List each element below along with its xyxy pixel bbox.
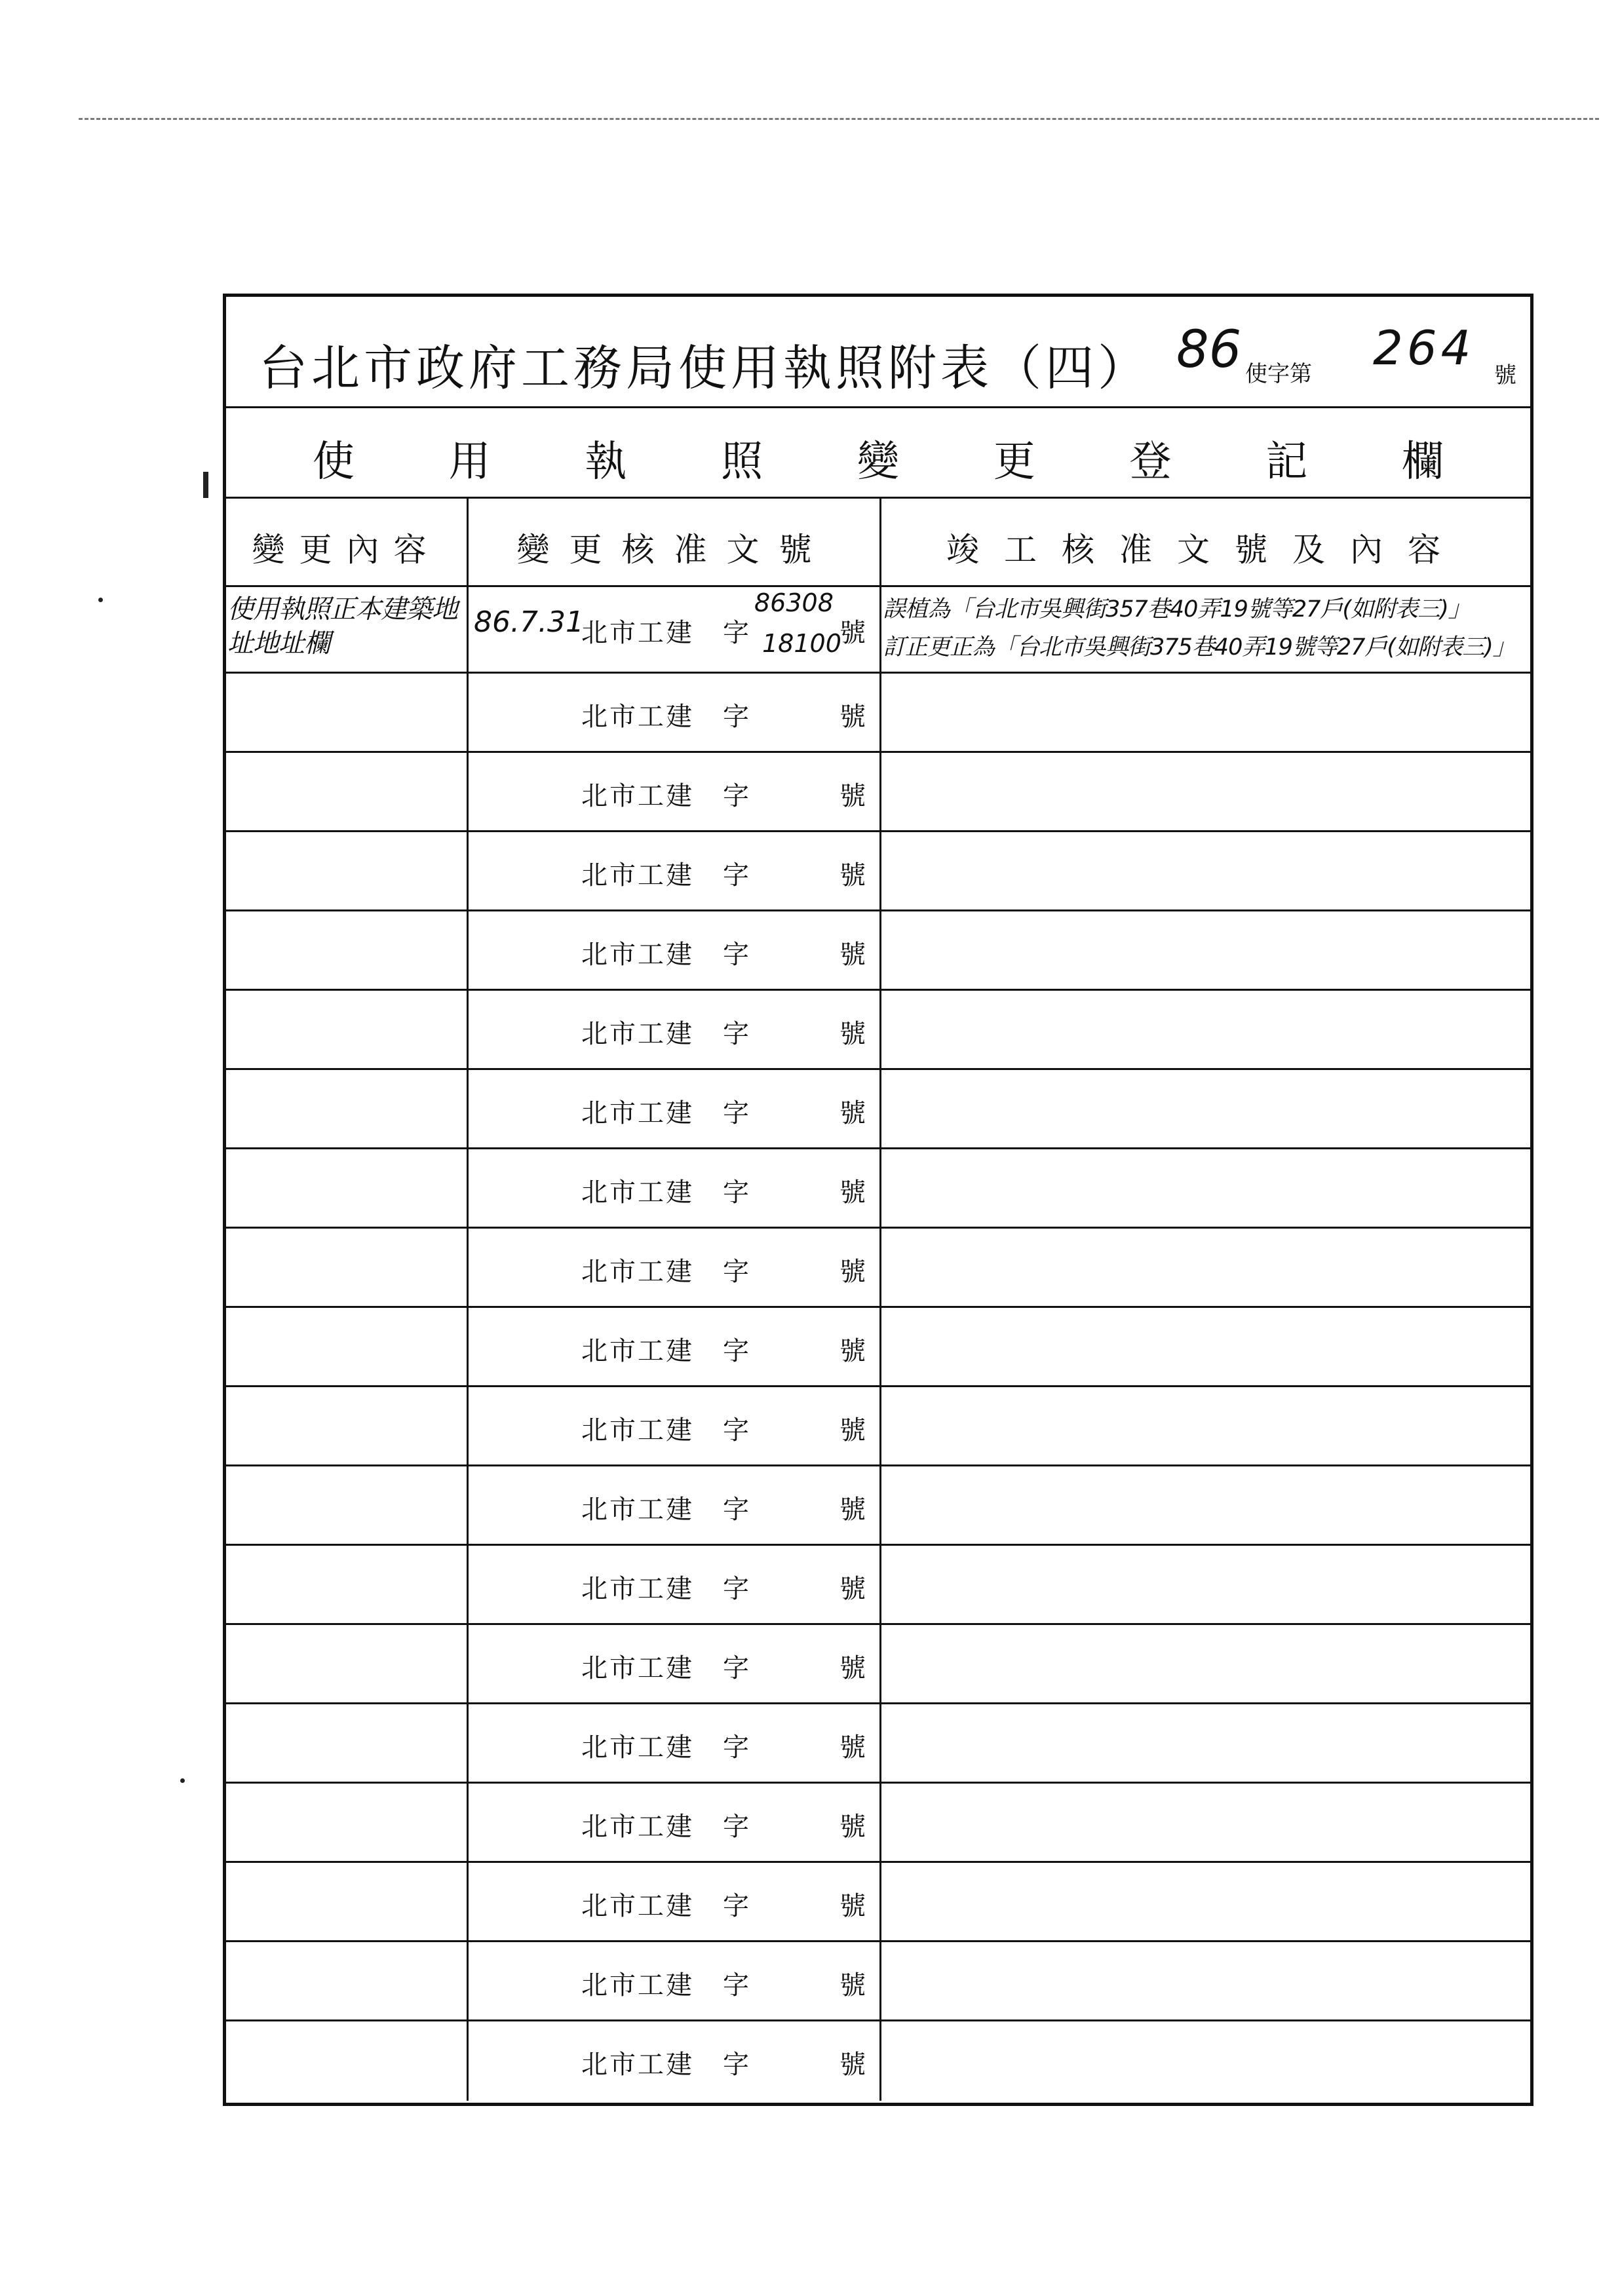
approval-ref-cell[interactable] xyxy=(469,911,881,989)
ref-hao: 號 xyxy=(839,1653,866,1683)
table-row xyxy=(226,1387,1530,1466)
ref-zi: 字 xyxy=(723,1019,749,1049)
ref-zi: 字 xyxy=(723,1653,749,1683)
change-content-cell[interactable] xyxy=(226,753,469,830)
ref-prefix: 北市工建 xyxy=(581,1812,694,1842)
completion-cell[interactable] xyxy=(881,1784,1530,1861)
table-row xyxy=(226,1784,1530,1863)
completion-cell[interactable] xyxy=(881,1625,1530,1702)
table-row xyxy=(226,674,1530,753)
section-title-char: 記 xyxy=(1265,438,1308,486)
change-content-cell[interactable] xyxy=(226,911,469,989)
ref-zi: 字 xyxy=(723,1495,749,1525)
change-content-cell[interactable] xyxy=(226,1863,469,1940)
section-title-char: 更 xyxy=(993,438,1035,486)
table-row xyxy=(226,1070,1530,1149)
change-content-cell[interactable] xyxy=(226,1704,469,1782)
ref-hao: 號 xyxy=(839,1574,866,1604)
ref-hao: 號 xyxy=(839,781,866,811)
change-content-cell[interactable] xyxy=(226,1308,469,1385)
entry-completion-cell xyxy=(881,587,1530,672)
approval-ref-cell[interactable] xyxy=(469,1466,881,1544)
table-row xyxy=(226,911,1530,991)
header-completion: 竣工核准文號及內容 xyxy=(946,531,1465,569)
table-row xyxy=(226,832,1530,911)
doc-year: 86 xyxy=(1176,320,1242,379)
form-title-row xyxy=(226,297,1530,408)
ref-hao: 號 xyxy=(839,1812,866,1842)
completion-cell[interactable] xyxy=(881,1942,1530,2019)
ref-hao: 號 xyxy=(839,940,866,970)
ref-prefix: 北市工建 xyxy=(581,860,694,890)
ref-prefix: 北市工建 xyxy=(581,618,694,648)
ref-zi: 字 xyxy=(723,1098,749,1128)
ref-hao: 號 xyxy=(839,1019,866,1049)
completion-cell[interactable] xyxy=(881,911,1530,989)
header-completion-cell xyxy=(881,499,1530,585)
completion-cell[interactable] xyxy=(881,832,1530,909)
completion-cell[interactable] xyxy=(881,1308,1530,1385)
approval-ref-cell[interactable] xyxy=(469,1625,881,1702)
table-row xyxy=(226,1863,1530,1942)
change-content-cell[interactable] xyxy=(226,1942,469,2019)
completion-cell[interactable] xyxy=(881,1704,1530,1782)
ref-zi: 字 xyxy=(723,2050,749,2080)
table-row xyxy=(226,753,1530,832)
completion-cell[interactable] xyxy=(881,1863,1530,1940)
table-row xyxy=(226,2021,1530,2101)
scan-speck xyxy=(98,598,103,602)
ref-zi: 字 xyxy=(723,1574,749,1604)
approval-ref-cell[interactable] xyxy=(469,1149,881,1227)
approval-ref-cell[interactable] xyxy=(469,2021,881,2101)
header-approval-ref-cell xyxy=(469,499,881,585)
change-content-cell[interactable] xyxy=(226,1546,469,1623)
approval-ref-cell[interactable] xyxy=(469,753,881,830)
change-content-cell[interactable] xyxy=(226,832,469,909)
entry-completion-line1: 誤植為「台北市吳興街357巷40弄19號等27戶(如附表三)」 xyxy=(883,596,1471,622)
ref-zi: 字 xyxy=(723,860,749,890)
entry-completion-line2: 訂正更正為「台北市吳興街375巷40弄19號等27戶(如附表三)」 xyxy=(883,634,1515,660)
completion-cell[interactable] xyxy=(881,1387,1530,1464)
ref-prefix: 北市工建 xyxy=(581,1732,694,1763)
ref-hao: 號 xyxy=(839,2050,866,2080)
completion-cell[interactable] xyxy=(881,1149,1530,1227)
change-content-cell[interactable] xyxy=(226,1387,469,1464)
change-content-cell[interactable] xyxy=(226,991,469,1068)
ref-prefix: 北市工建 xyxy=(581,1177,694,1208)
header-change-content-cell xyxy=(226,499,469,585)
doc-label: 使字第 xyxy=(1245,361,1312,387)
ref-hao: 號 xyxy=(839,1732,866,1763)
approval-ref-cell[interactable] xyxy=(469,1704,881,1782)
ref-zi: 字 xyxy=(723,1732,749,1763)
ref-zi: 字 xyxy=(723,1812,749,1842)
approval-ref-cell[interactable] xyxy=(469,1863,881,1940)
ref-hao: 號 xyxy=(839,702,866,732)
ref-hao: 號 xyxy=(839,618,866,648)
section-title-char: 執 xyxy=(585,438,627,486)
approval-ref-cell[interactable] xyxy=(469,1229,881,1306)
ref-hao: 號 xyxy=(839,1336,866,1366)
ref-prefix: 北市工建 xyxy=(581,1098,694,1128)
ref-prefix: 北市工建 xyxy=(581,1653,694,1683)
ref-prefix: 北市工建 xyxy=(581,702,694,732)
table-row xyxy=(226,1704,1530,1784)
section-title-char: 欄 xyxy=(1402,438,1444,486)
entry-number-bottom: 18100 xyxy=(762,629,841,658)
change-content-cell[interactable] xyxy=(226,1070,469,1147)
ref-zi: 字 xyxy=(723,940,749,970)
ref-zi: 字 xyxy=(723,618,749,648)
change-content-cell[interactable] xyxy=(226,1229,469,1306)
section-title-char: 變 xyxy=(857,438,899,486)
table-row xyxy=(226,1546,1530,1625)
change-content-cell[interactable] xyxy=(226,1149,469,1227)
completion-cell[interactable] xyxy=(881,1546,1530,1623)
ref-prefix: 北市工建 xyxy=(581,1574,694,1604)
approval-ref-cell[interactable] xyxy=(469,674,881,751)
completion-cell[interactable] xyxy=(881,1070,1530,1147)
table-row xyxy=(226,1625,1530,1704)
form-title: 台北市政府工務局使用執照附表（四） xyxy=(259,340,1150,396)
section-title-char: 登 xyxy=(1129,438,1172,486)
scan-speck xyxy=(180,1778,185,1783)
change-content-cell[interactable] xyxy=(226,674,469,751)
approval-ref-cell[interactable] xyxy=(469,1387,881,1464)
completion-cell[interactable] xyxy=(881,753,1530,830)
table-row xyxy=(226,587,1530,674)
section-title-row xyxy=(226,408,1530,499)
section-title xyxy=(226,428,1530,488)
entry-content-cell xyxy=(226,587,469,672)
entry-number-top: 86308 xyxy=(754,588,834,617)
table-row xyxy=(226,1149,1530,1229)
ref-hao: 號 xyxy=(839,1415,866,1445)
change-content-cell[interactable] xyxy=(226,1466,469,1544)
table-row xyxy=(226,1942,1530,2021)
approval-ref-cell[interactable] xyxy=(469,832,881,909)
approval-ref-cell[interactable] xyxy=(469,1070,881,1147)
doc-suffix: 號 xyxy=(1494,362,1516,389)
ref-hao: 號 xyxy=(839,1891,866,1921)
ref-hao: 號 xyxy=(839,1098,866,1128)
ref-prefix: 北市工建 xyxy=(581,781,694,811)
ref-hao: 號 xyxy=(839,1177,866,1208)
ref-zi: 字 xyxy=(723,1177,749,1208)
entry-content: 使用執照正本建築地址地址欄 xyxy=(227,594,457,659)
completion-cell[interactable] xyxy=(881,2021,1530,2101)
completion-cell[interactable] xyxy=(881,991,1530,1068)
section-title-char: 照 xyxy=(721,438,763,486)
header-change-content: 變更內容 xyxy=(252,531,441,569)
approval-ref-cell[interactable] xyxy=(469,1784,881,1861)
approval-ref-cell[interactable] xyxy=(469,1942,881,2019)
change-content-cell[interactable] xyxy=(226,2021,469,2101)
completion-cell[interactable] xyxy=(881,1466,1530,1544)
ref-prefix: 北市工建 xyxy=(581,2050,694,2080)
ref-hao: 號 xyxy=(839,1257,866,1287)
ref-zi: 字 xyxy=(723,1257,749,1287)
ref-prefix: 北市工建 xyxy=(581,1495,694,1525)
section-title-char: 使 xyxy=(312,438,355,486)
ref-prefix: 北市工建 xyxy=(581,1970,694,2000)
ref-prefix: 北市工建 xyxy=(581,1257,694,1287)
ref-zi: 字 xyxy=(723,1336,749,1366)
approval-ref-cell[interactable] xyxy=(469,991,881,1068)
ref-prefix: 北市工建 xyxy=(581,1019,694,1049)
ref-hao: 號 xyxy=(839,1495,866,1525)
ref-prefix: 北市工建 xyxy=(581,1891,694,1921)
ref-prefix: 北市工建 xyxy=(581,940,694,970)
ref-zi: 字 xyxy=(723,1891,749,1921)
completion-cell[interactable] xyxy=(881,1229,1530,1306)
section-title-char: 用 xyxy=(448,438,491,486)
approval-ref-cell[interactable] xyxy=(469,1308,881,1385)
table-row xyxy=(226,991,1530,1070)
ref-zi: 字 xyxy=(723,1415,749,1445)
table-header-row xyxy=(226,499,1530,587)
header-approval-ref: 變更核准文號 xyxy=(516,531,832,569)
completion-cell[interactable] xyxy=(881,674,1530,751)
scan-border-line xyxy=(79,118,1599,120)
ref-prefix: 北市工建 xyxy=(581,1415,694,1445)
ref-prefix: 北市工建 xyxy=(581,1336,694,1366)
table-row xyxy=(226,1308,1530,1387)
usage-license-change-form xyxy=(223,294,1533,2106)
ref-zi: 字 xyxy=(723,781,749,811)
table-row xyxy=(226,1466,1530,1546)
ref-hao: 號 xyxy=(839,860,866,890)
scan-mark xyxy=(203,472,208,498)
entry-approval-ref-cell xyxy=(469,587,881,672)
change-content-cell[interactable] xyxy=(226,1784,469,1861)
doc-number: 264 xyxy=(1373,320,1475,375)
change-content-cell[interactable] xyxy=(226,1625,469,1702)
ref-zi: 字 xyxy=(723,702,749,732)
approval-ref-cell[interactable] xyxy=(469,1546,881,1623)
entry-date: 86.7.31 xyxy=(474,605,584,639)
ref-zi: 字 xyxy=(723,1970,749,2000)
table-row xyxy=(226,1229,1530,1308)
ref-hao: 號 xyxy=(839,1970,866,2000)
